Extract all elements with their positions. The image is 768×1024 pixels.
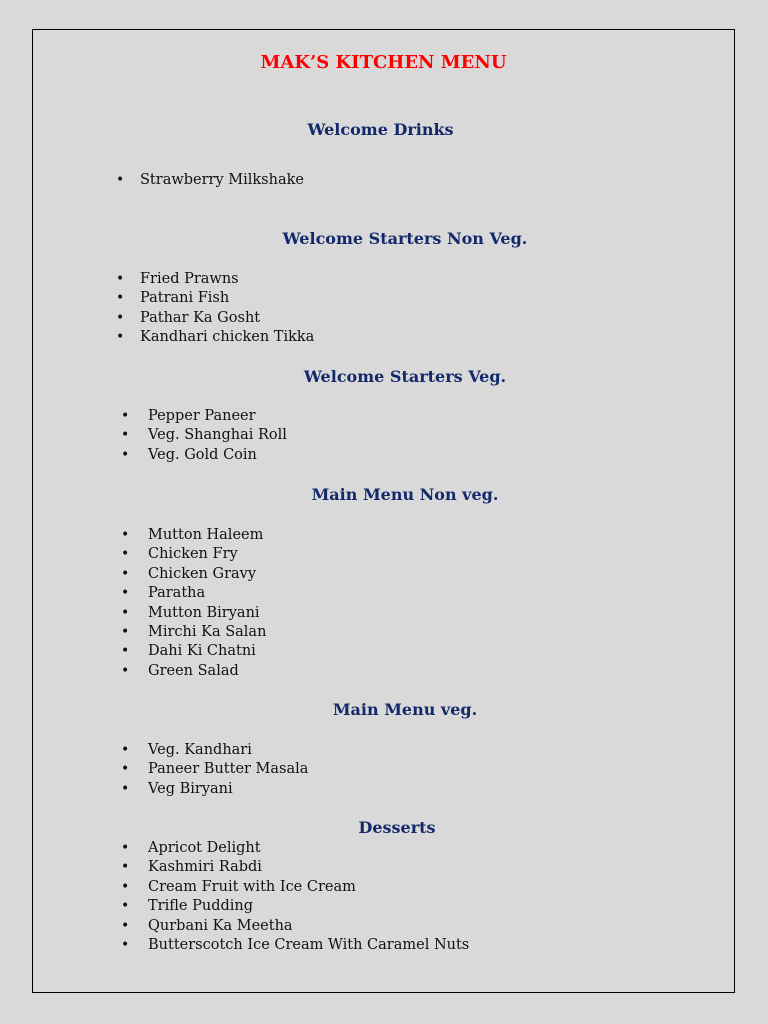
bullet-icon: • (116, 290, 125, 307)
list-welcome-drinks (116, 171, 304, 190)
bullet-icon: • (121, 565, 130, 582)
section-heading-welcome-drinks: Welcome Drinks (307, 120, 454, 139)
list-item: • Cream Fruit with Ice Cream (148, 878, 469, 897)
bullet-icon: • (121, 546, 130, 563)
bullet-icon: • (121, 780, 130, 797)
list-item: • Mutton Biryani (148, 604, 266, 623)
list-starters-non-veg (116, 270, 315, 348)
list-item: • Strawberry Milkshake (140, 171, 304, 190)
section-heading-desserts: Desserts (358, 818, 436, 837)
list-item: • Veg. Gold Coin (148, 446, 287, 465)
list-item: • Veg Biryani (148, 780, 308, 799)
bullet-icon: • (121, 878, 130, 895)
bullet-icon: • (116, 271, 125, 287)
list-starters-veg (121, 407, 287, 465)
list-item: • Trifle Pudding (148, 897, 469, 916)
bullet-icon: • (121, 604, 130, 621)
bullet-icon: • (121, 859, 130, 876)
list-item: • Fried Prawns (140, 270, 314, 289)
list-desserts (121, 839, 470, 955)
list-main-veg (121, 741, 309, 799)
bullet-icon: • (121, 662, 130, 679)
list-item: • Kandhari chicken Tikka (140, 328, 314, 347)
section-heading-main-veg: Main Menu veg. (332, 700, 478, 719)
bullet-icon: • (121, 408, 130, 424)
section-heading-main-non-veg: Main Menu Non veg. (311, 485, 499, 504)
bullet-icon: • (121, 898, 130, 915)
list-item: • Kashmiri Rabdi (148, 858, 469, 877)
bullet-icon: • (121, 761, 130, 778)
list-item: • Veg. Shanghai Roll (148, 426, 287, 445)
list-item: • Veg. Kandhari (148, 741, 308, 760)
list-item: • Pepper Paneer (148, 407, 287, 426)
list-item: • Mirchi Ka Salan (148, 623, 266, 642)
bullet-icon: • (121, 643, 130, 660)
list-item: • Pathar Ka Gosht (140, 309, 314, 328)
list-item: • Green Salad (148, 662, 266, 681)
list-item: • Apricot Delight (148, 839, 469, 858)
section-heading-starters-veg: Welcome Starters Veg. (303, 367, 507, 386)
list-item: • Qurbani Ka Meetha (148, 917, 469, 936)
list-item: • Paneer Butter Masala (148, 760, 308, 779)
list-item: • Paratha (148, 584, 266, 603)
bullet-icon: • (116, 329, 125, 346)
bullet-icon: • (121, 446, 130, 463)
section-heading-starters-non-veg: Welcome Starters Non Veg. (282, 229, 528, 248)
bullet-icon: • (116, 172, 125, 188)
bullet-icon: • (121, 917, 130, 934)
bullet-icon: • (121, 427, 130, 444)
list-item: • Dahi Ki Chatni (148, 642, 266, 661)
bullet-icon: • (121, 840, 130, 856)
bullet-icon: • (121, 585, 130, 602)
list-item: • Chicken Gravy (148, 565, 266, 584)
list-main-non-veg (121, 526, 267, 681)
menu-page (32, 29, 735, 993)
list-item: • Patrani Fish (140, 289, 314, 308)
bullet-icon: • (121, 742, 130, 758)
list-item: • Mutton Haleem (148, 526, 266, 545)
list-item: • Chicken Fry (148, 545, 266, 564)
bullet-icon: • (121, 527, 130, 543)
bullet-icon: • (121, 623, 130, 640)
list-item: • Butterscotch Ice Cream With Caramel Nuts (148, 936, 469, 955)
page-title: MAK’S KITCHEN MENU (260, 52, 507, 73)
bullet-icon: • (121, 936, 130, 953)
bullet-icon: • (116, 309, 125, 326)
